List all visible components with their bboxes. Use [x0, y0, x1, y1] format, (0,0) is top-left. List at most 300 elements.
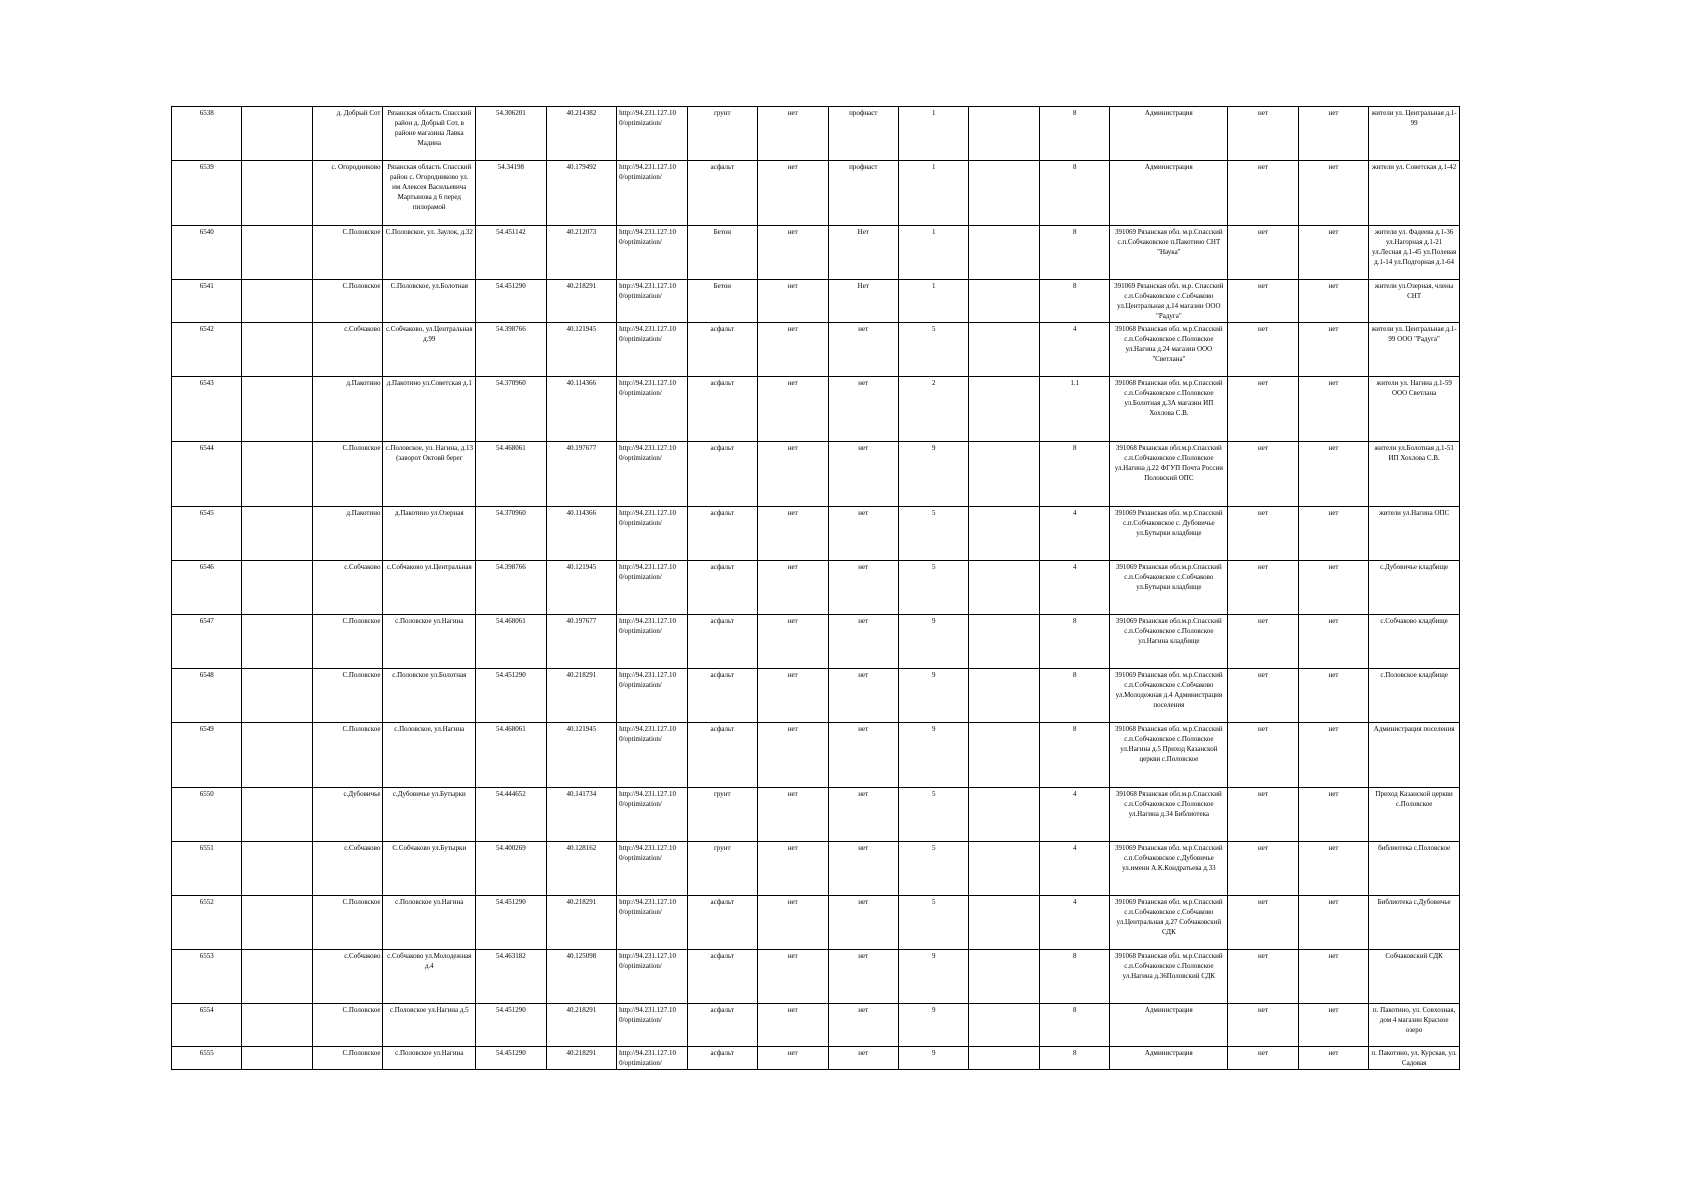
row-id: 6540	[172, 226, 242, 280]
blank-cell	[969, 669, 1039, 723]
locality-cell: С.Половское	[312, 615, 382, 669]
table-row	[172, 442, 1460, 507]
fence-cell: нет	[828, 950, 898, 1004]
waste-sources-cell: жители ул. Фадеева д.1-36 ул.Нагорная д.1-21 ул.Лесная д.1-45 ул.Полевая д.1-14 ул.Подгорная д.1-64	[1369, 226, 1460, 280]
owner-cell: 391068 Рязанская обл. м.р.Спасский с.п.Собчаковское с.Половское ул.Болотная д.3А магазин ИП Хохлова С.В.	[1110, 377, 1228, 442]
longitude-cell: 40.121945	[546, 323, 616, 377]
volume-cell: 1.1	[1039, 377, 1109, 442]
blank-cell	[969, 723, 1039, 788]
locality-cell: С.Половское	[312, 1047, 382, 1070]
cell: нет	[1228, 669, 1298, 723]
longitude-cell: 40.212073	[546, 226, 616, 280]
waste-sources-cell: Собчаковский СДК	[1369, 950, 1460, 1004]
fence-cell: профнаст	[828, 161, 898, 226]
fence-cell: нет	[828, 561, 898, 615]
container-count-cell: 5	[899, 896, 969, 950]
cell: нет	[758, 280, 828, 323]
owner-cell: 391069 Рязанская обл. м.р. Спасский с.п.Собчаковское с.Собчаково ул.Центральная д.14 магазин ООО "Радуга"	[1110, 280, 1228, 323]
url-cell: http://94.231.127.10 0/optimization/	[617, 323, 687, 377]
table-row	[172, 377, 1460, 442]
blank-cell	[242, 1004, 312, 1047]
owner-cell: 391068 Рязанская обл. м.р.Спасский с.п.Собчаковское с.Половское ул.Нагина д.5 Приход Казанской церкви с.Половское	[1110, 723, 1228, 788]
blank-cell	[969, 107, 1039, 161]
longitude-cell: 40.218291	[546, 1004, 616, 1047]
cell: нет	[758, 107, 828, 161]
locality-cell: с.Собчаково	[312, 561, 382, 615]
url-cell: http://94.231.127.10 0/optimization/	[617, 896, 687, 950]
cell: нет	[1298, 442, 1368, 507]
container-count-cell: 1	[899, 107, 969, 161]
blank-cell	[969, 1047, 1039, 1070]
waste-sources-cell: жители ул. Советская д.1-42	[1369, 161, 1460, 226]
volume-cell: 4	[1039, 842, 1109, 896]
surface-cell: асфальт	[687, 323, 757, 377]
container-count-cell: 9	[899, 723, 969, 788]
cell: нет	[758, 788, 828, 842]
url-cell: http://94.231.127.10 0/optimization/	[617, 377, 687, 442]
latitude-cell: 54.444652	[476, 788, 546, 842]
locality-cell: С.Половское	[312, 280, 382, 323]
fence-cell: нет	[828, 615, 898, 669]
address-cell: С.Собчаково ул.Бутырки	[383, 842, 476, 896]
url-cell: http://94.231.127.10 0/optimization/	[617, 161, 687, 226]
waste-sources-cell: с.Половское кладбище	[1369, 669, 1460, 723]
cell: нет	[758, 377, 828, 442]
longitude-cell: 40.114366	[546, 507, 616, 561]
volume-cell: 8	[1039, 1047, 1109, 1070]
cell: нет	[1228, 561, 1298, 615]
volume-cell: 8	[1039, 226, 1109, 280]
blank-cell	[969, 615, 1039, 669]
waste-sources-cell: библиотека с.Половское	[1369, 842, 1460, 896]
blank-cell	[242, 107, 312, 161]
volume-cell: 4	[1039, 323, 1109, 377]
locality-cell: д.Пакотино	[312, 377, 382, 442]
surface-cell: асфальт	[687, 161, 757, 226]
latitude-cell: 54.451290	[476, 896, 546, 950]
blank-cell	[969, 161, 1039, 226]
latitude-cell: 54.370960	[476, 507, 546, 561]
url-cell: http://94.231.127.10 0/optimization/	[617, 615, 687, 669]
table-row	[172, 788, 1460, 842]
waste-sources-cell: с.Собчаково кладбище	[1369, 615, 1460, 669]
fence-cell: Нет	[828, 280, 898, 323]
volume-cell: 8	[1039, 107, 1109, 161]
surface-cell: асфальт	[687, 377, 757, 442]
url-cell: http://94.231.127.10 0/optimization/	[617, 1004, 687, 1047]
volume-cell: 8	[1039, 669, 1109, 723]
blank-cell	[969, 950, 1039, 1004]
cell: нет	[758, 561, 828, 615]
address-cell: с.Собчаково ул.Центральная	[383, 561, 476, 615]
fence-cell: нет	[828, 669, 898, 723]
address-cell: с.Половское, ул. Нагина, д.13 (заворот Октовй берег	[383, 442, 476, 507]
table-row	[172, 280, 1460, 323]
cell: нет	[1228, 107, 1298, 161]
owner-cell: 391069 Рязанская обл. м.р.Спасский с.п.Собчаковское с.Собчаково ул.Молодежная д.4 Администрация поселения	[1110, 669, 1228, 723]
volume-cell: 4	[1039, 896, 1109, 950]
volume-cell: 4	[1039, 561, 1109, 615]
surface-cell: асфальт	[687, 507, 757, 561]
container-count-cell: 9	[899, 442, 969, 507]
blank-cell	[969, 842, 1039, 896]
address-cell: с.Половское ул.Нагина	[383, 615, 476, 669]
locality-cell: с.Собчаково	[312, 950, 382, 1004]
table-row	[172, 842, 1460, 896]
address-cell: д.Пакотино ул.Советская д.1	[383, 377, 476, 442]
cell: нет	[1298, 323, 1368, 377]
url-cell: http://94.231.127.10 0/optimization/	[617, 280, 687, 323]
volume-cell: 4	[1039, 507, 1109, 561]
waste-sources-cell: п. Пакотино, ул. Курская, ул. Садовая	[1369, 1047, 1460, 1070]
latitude-cell: 54.451142	[476, 226, 546, 280]
table-body	[172, 107, 1460, 1070]
longitude-cell: 40.125098	[546, 950, 616, 1004]
table-row	[172, 950, 1460, 1004]
waste-sources-cell: жители ул.Нагина ОПС	[1369, 507, 1460, 561]
cell: нет	[1228, 280, 1298, 323]
locality-cell: с.Дубовичье	[312, 788, 382, 842]
container-count-cell: 5	[899, 842, 969, 896]
address-cell: С.Половское, ул.Болотная	[383, 280, 476, 323]
blank-cell	[242, 561, 312, 615]
url-cell: http://94.231.127.10 0/optimization/	[617, 442, 687, 507]
table-row	[172, 1004, 1460, 1047]
cell: нет	[1228, 896, 1298, 950]
address-cell: с.Половское, ул.Нагина	[383, 723, 476, 788]
blank-cell	[969, 377, 1039, 442]
owner-cell: Администрация	[1110, 161, 1228, 226]
cell: нет	[1298, 161, 1368, 226]
surface-cell: асфальт	[687, 669, 757, 723]
locality-cell: с.Собчаково	[312, 842, 382, 896]
table-row	[172, 669, 1460, 723]
surface-cell: асфальт	[687, 442, 757, 507]
blank-cell	[242, 788, 312, 842]
longitude-cell: 40.114366	[546, 377, 616, 442]
row-id: 6543	[172, 377, 242, 442]
container-count-cell: 9	[899, 669, 969, 723]
cell: нет	[1228, 161, 1298, 226]
blank-cell	[242, 442, 312, 507]
fence-cell: нет	[828, 323, 898, 377]
owner-cell: 391068 Рязанская обл.м.р.Спасский с.п.Собчаковское с.Половское ул.Нагина д.22 ФГУП Почта России Половский ОПС	[1110, 442, 1228, 507]
table-row	[172, 226, 1460, 280]
blank-cell	[969, 1004, 1039, 1047]
table-row	[172, 561, 1460, 615]
locality-cell: С.Половское	[312, 896, 382, 950]
blank-cell	[242, 615, 312, 669]
latitude-cell: 54.398766	[476, 323, 546, 377]
locality-cell: д. Добрый Сот	[312, 107, 382, 161]
blank-cell	[242, 896, 312, 950]
cell: нет	[758, 842, 828, 896]
blank-cell	[242, 1047, 312, 1070]
longitude-cell: 40.218291	[546, 669, 616, 723]
owner-cell: 391069 Рязанская обл. м.р.Спасский с.п.Собчаковское с. Дубовичье ул.Бутырки кладбище	[1110, 507, 1228, 561]
owner-cell: 391069 Рязанская обл. м.р.Спасский с.п.Собчаковское с.Дубовичье ул.имени А.К.Кондратьева д.33	[1110, 842, 1228, 896]
blank-cell	[969, 323, 1039, 377]
row-id: 6551	[172, 842, 242, 896]
waste-sources-cell: жители ул.Озерная, члены СНТ	[1369, 280, 1460, 323]
latitude-cell: 54.400269	[476, 842, 546, 896]
address-cell: с.Дубовичье ул.Бутырки	[383, 788, 476, 842]
waste-sources-cell: жители ул. Нагина д.1-59 ООО Светлана	[1369, 377, 1460, 442]
blank-cell	[242, 842, 312, 896]
locality-cell: д.Пакотино	[312, 507, 382, 561]
cell: нет	[1298, 896, 1368, 950]
blank-cell	[242, 226, 312, 280]
blank-cell	[969, 442, 1039, 507]
url-cell: http://94.231.127.10 0/optimization/	[617, 842, 687, 896]
fence-cell: нет	[828, 1004, 898, 1047]
locality-cell: С.Половское	[312, 442, 382, 507]
cell: нет	[1228, 323, 1298, 377]
cell: нет	[758, 161, 828, 226]
row-id: 6542	[172, 323, 242, 377]
container-count-cell: 9	[899, 1004, 969, 1047]
row-id: 6541	[172, 280, 242, 323]
surface-cell: асфальт	[687, 950, 757, 1004]
cell: нет	[1228, 442, 1298, 507]
locality-cell: С.Половское	[312, 226, 382, 280]
surface-cell: асфальт	[687, 896, 757, 950]
table-row	[172, 161, 1460, 226]
surface-cell: Бетон	[687, 226, 757, 280]
url-cell: http://94.231.127.10 0/optimization/	[617, 561, 687, 615]
blank-cell	[242, 723, 312, 788]
cell: нет	[758, 950, 828, 1004]
cell: нет	[1228, 950, 1298, 1004]
table-row	[172, 323, 1460, 377]
longitude-cell: 40.197677	[546, 615, 616, 669]
address-cell: с.Половское ул.Нагина д.5	[383, 1004, 476, 1047]
cell: нет	[1298, 1047, 1368, 1070]
table-row	[172, 1047, 1460, 1070]
blank-cell	[242, 950, 312, 1004]
cell: нет	[1228, 842, 1298, 896]
row-id: 6555	[172, 1047, 242, 1070]
cell: нет	[1228, 723, 1298, 788]
volume-cell: 8	[1039, 442, 1109, 507]
cell: нет	[1298, 723, 1368, 788]
cell: нет	[1228, 1047, 1298, 1070]
owner-cell: 391069 Рязанская обл.м.р.Спасский с.п.Собчаковское с.Половское ул.Нагина кладбище	[1110, 615, 1228, 669]
waste-sources-cell: п. Пакотино, ул. Совхозная, дом 4 магазин Красное озеро	[1369, 1004, 1460, 1047]
cell: нет	[758, 723, 828, 788]
longitude-cell: 40.121945	[546, 561, 616, 615]
volume-cell: 8	[1039, 615, 1109, 669]
container-count-cell: 9	[899, 1047, 969, 1070]
latitude-cell: 54.34198	[476, 161, 546, 226]
cell: нет	[758, 323, 828, 377]
row-id: 6550	[172, 788, 242, 842]
table-row	[172, 896, 1460, 950]
owner-cell: Администрация	[1110, 1004, 1228, 1047]
fence-cell: нет	[828, 896, 898, 950]
latitude-cell: 54.370960	[476, 377, 546, 442]
fence-cell: нет	[828, 1047, 898, 1070]
fence-cell: нет	[828, 442, 898, 507]
url-cell: http://94.231.127.10 0/optimization/	[617, 1047, 687, 1070]
owner-cell: 391069 Рязанская обл. м.р.Спасский с.п.Собчаковское с.Собчаково ул.Центральная д.27 Собчаковский СДК	[1110, 896, 1228, 950]
fence-cell: нет	[828, 788, 898, 842]
cell: нет	[758, 896, 828, 950]
surface-cell: грунт	[687, 788, 757, 842]
surface-cell: асфальт	[687, 615, 757, 669]
surface-cell: грунт	[687, 107, 757, 161]
url-cell: http://94.231.127.10 0/optimization/	[617, 950, 687, 1004]
surface-cell: асфальт	[687, 1047, 757, 1070]
table-row	[172, 615, 1460, 669]
owner-cell: Администрация	[1110, 107, 1228, 161]
url-cell: http://94.231.127.10 0/optimization/	[617, 669, 687, 723]
volume-cell: 4	[1039, 788, 1109, 842]
address-cell: с.Половское ул.Нагина	[383, 1047, 476, 1070]
row-id: 6546	[172, 561, 242, 615]
blank-cell	[242, 280, 312, 323]
owner-cell: 391069 Рязанская обл. м.р.Спасский с.п.Собчаковское п.Пакотино СНТ "Наука"	[1110, 226, 1228, 280]
fence-cell: нет	[828, 842, 898, 896]
owner-cell: Администрация	[1110, 1047, 1228, 1070]
cell: нет	[758, 669, 828, 723]
cell: нет	[1298, 615, 1368, 669]
cell: нет	[758, 1047, 828, 1070]
blank-cell	[242, 161, 312, 226]
latitude-cell: 54.463182	[476, 950, 546, 1004]
cell: нет	[1298, 669, 1368, 723]
url-cell: http://94.231.127.10 0/optimization/	[617, 723, 687, 788]
container-count-cell: 2	[899, 377, 969, 442]
row-id: 6538	[172, 107, 242, 161]
cell: нет	[758, 442, 828, 507]
owner-cell: 391068 Рязанская обл.м.р.Спасский с.п.Собчаковское с.Половское ул.Нагина д.34 Библиотека	[1110, 788, 1228, 842]
blank-cell	[969, 788, 1039, 842]
latitude-cell: 54.451290	[476, 1004, 546, 1047]
url-cell: http://94.231.127.10 0/optimization/	[617, 107, 687, 161]
container-count-cell: 1	[899, 226, 969, 280]
longitude-cell: 40.197677	[546, 442, 616, 507]
table-row	[172, 507, 1460, 561]
latitude-cell: 54.451290	[476, 1047, 546, 1070]
container-count-cell: 5	[899, 323, 969, 377]
container-count-cell: 1	[899, 161, 969, 226]
cell: нет	[1298, 561, 1368, 615]
cell: нет	[1298, 1004, 1368, 1047]
row-id: 6548	[172, 669, 242, 723]
row-id: 6554	[172, 1004, 242, 1047]
blank-cell	[242, 377, 312, 442]
url-cell: http://94.231.127.10 0/optimization/	[617, 507, 687, 561]
latitude-cell: 54.451290	[476, 669, 546, 723]
cell: нет	[1298, 842, 1368, 896]
row-id: 6552	[172, 896, 242, 950]
url-cell: http://94.231.127.10 0/optimization/	[617, 226, 687, 280]
cell: нет	[1298, 377, 1368, 442]
volume-cell: 8	[1039, 1004, 1109, 1047]
waste-sources-cell: с.Дубовичье кладбище	[1369, 561, 1460, 615]
row-id: 6553	[172, 950, 242, 1004]
cell: нет	[1228, 788, 1298, 842]
fence-cell: нет	[828, 377, 898, 442]
owner-cell: 391068 Рязанская обл. м.р.Спасский с.п.Собчаковское с.Половское ул.Нагина д.24 магазин ООО "Светлана"	[1110, 323, 1228, 377]
blank-cell	[969, 280, 1039, 323]
latitude-cell: 54.451290	[476, 280, 546, 323]
row-id: 6547	[172, 615, 242, 669]
latitude-cell: 54.468061	[476, 442, 546, 507]
url-cell: http://94.231.127.10 0/optimization/	[617, 788, 687, 842]
row-id: 6549	[172, 723, 242, 788]
surface-cell: асфальт	[687, 723, 757, 788]
waste-sources-cell: Администрация поселения	[1369, 723, 1460, 788]
container-count-cell: 5	[899, 788, 969, 842]
cell: нет	[1228, 377, 1298, 442]
container-count-cell: 5	[899, 561, 969, 615]
longitude-cell: 40.214382	[546, 107, 616, 161]
surface-cell: грунт	[687, 842, 757, 896]
blank-cell	[969, 896, 1039, 950]
cell: нет	[758, 615, 828, 669]
cell: нет	[758, 1004, 828, 1047]
cell: нет	[1298, 280, 1368, 323]
owner-cell: 391068 Рязанская обл. м.р.Спасский с.п.Собчаковское с.Половское ул.Нагина д.36Половский СДК	[1110, 950, 1228, 1004]
cell: нет	[1228, 615, 1298, 669]
cell: нет	[1298, 950, 1368, 1004]
blank-cell	[242, 323, 312, 377]
table-row	[172, 723, 1460, 788]
cell: нет	[1298, 507, 1368, 561]
container-count-cell: 9	[899, 950, 969, 1004]
address-cell: с.Половское ул.Нагина	[383, 896, 476, 950]
locality-cell: С.Половское	[312, 669, 382, 723]
longitude-cell: 40.141734	[546, 788, 616, 842]
locality-cell: с.Собчаково	[312, 323, 382, 377]
latitude-cell: 54.468061	[476, 615, 546, 669]
latitude-cell: 54.306201	[476, 107, 546, 161]
volume-cell: 8	[1039, 161, 1109, 226]
waste-sources-cell: жители ул. Центральная д.1-99	[1369, 107, 1460, 161]
latitude-cell: 54.468061	[476, 723, 546, 788]
container-count-cell: 5	[899, 507, 969, 561]
cell: нет	[1298, 226, 1368, 280]
locality-cell: С.Половское	[312, 723, 382, 788]
waste-sources-cell: Приход Казанской церкви с.Половское	[1369, 788, 1460, 842]
row-id: 6539	[172, 161, 242, 226]
container-count-cell: 1	[899, 280, 969, 323]
cell: нет	[1228, 226, 1298, 280]
blank-cell	[242, 669, 312, 723]
blank-cell	[242, 507, 312, 561]
cell: нет	[1298, 107, 1368, 161]
waste-sources-cell: жители ул.Болотная д.1-51 ИП Хохлова С.В.	[1369, 442, 1460, 507]
blank-cell	[969, 507, 1039, 561]
longitude-cell: 40.179492	[546, 161, 616, 226]
surface-cell: Бетон	[687, 280, 757, 323]
row-id: 6545	[172, 507, 242, 561]
fence-cell: профнаст	[828, 107, 898, 161]
blank-cell	[969, 226, 1039, 280]
cell: нет	[758, 226, 828, 280]
locality-cell: с. Огородниково	[312, 161, 382, 226]
cell: нет	[1228, 507, 1298, 561]
container-count-cell: 9	[899, 615, 969, 669]
blank-cell	[969, 561, 1039, 615]
address-cell: с.Собчаково ул.Молодежная д.4	[383, 950, 476, 1004]
row-id: 6544	[172, 442, 242, 507]
longitude-cell: 40.218291	[546, 896, 616, 950]
cell: нет	[1298, 788, 1368, 842]
volume-cell: 8	[1039, 950, 1109, 1004]
